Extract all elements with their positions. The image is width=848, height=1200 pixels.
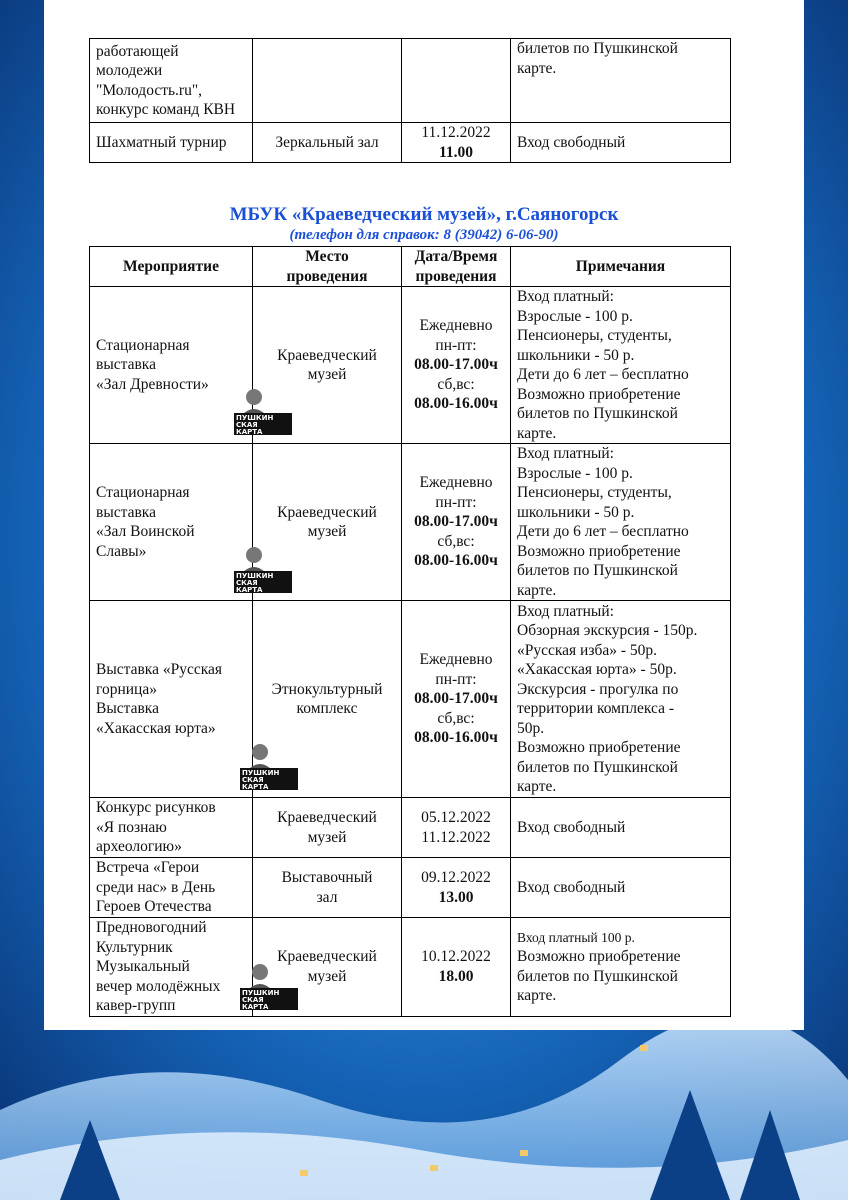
- event-cell: работающей молодежи "Молодость.ru", конкурс команд КВН: [90, 39, 253, 123]
- table-row: [90, 601, 731, 798]
- event-cell: Шахматный турнир: [90, 123, 253, 163]
- event-cell: Предновогодний Культурник Музыкальный вечер молодёжных кавер-групп: [90, 918, 253, 1017]
- badge-line-2: СКАЯ: [236, 579, 258, 587]
- notes-cell: Вход платный: Взрослые - 100 р. Пенсионеры, студенты, школьники - 50 р. Дети до 6 лет – бесплатно Возможно приобретение билетов по Пушкинской карте.: [511, 444, 731, 601]
- badge-line-3: КАРТА: [242, 783, 269, 790]
- badge-line-3: КАРТА: [236, 586, 263, 593]
- notes-cell: Вход свободный: [511, 123, 731, 163]
- badge-line-1: ПУШКИН: [236, 572, 274, 580]
- date-cell: Ежедневно пн-пт: 08.00-17.00ч сб,вс: 08.00-16.00ч: [402, 287, 511, 444]
- pushkin-card-logo: [232, 385, 294, 435]
- event-cell: Встреча «Герои среди нас» в День Героев Отечества: [90, 858, 253, 918]
- badge-line-2: СКАЯ: [242, 996, 264, 1004]
- table-header-row: [90, 247, 731, 287]
- date-cell: 09.12.2022 13.00: [402, 858, 511, 918]
- badge-line-1: ПУШКИН: [242, 769, 280, 777]
- table-row: [90, 39, 731, 123]
- place-cell: Краеведческий музей: [253, 444, 402, 601]
- notes-cell: Вход свободный: [511, 858, 731, 918]
- event-cell: Стационарная выставка «Зал Древности»: [90, 287, 253, 444]
- badge-line-1: ПУШКИН: [236, 414, 274, 422]
- header-notes: Примечания: [511, 247, 731, 287]
- table-row: [90, 858, 731, 918]
- place-cell: Этнокультурный комплекс: [253, 601, 402, 798]
- header-place: Место проведения: [253, 247, 402, 287]
- date-cell: [402, 39, 511, 123]
- notes-cell: Вход свободный: [511, 798, 731, 858]
- museum-title: МБУК «Краеведческий музей», г.Саяногорск: [229, 204, 619, 225]
- notes-cell: Вход платный: Обзорная экскурсия - 150р. «Русская изба» - 50р. «Хакасская юрта» - 50р. Экскурсия - прогулка по территории комплекса - 50р. Возможно приобретение билетов по Пушкинской карте.: [511, 601, 731, 798]
- date-cell: Ежедневно пн-пт: 08.00-17.00ч сб,вс: 08.00-16.00ч: [402, 444, 511, 601]
- place-cell: Краеведческий музей: [253, 798, 402, 858]
- pushkin-card-logo: [238, 740, 300, 790]
- pushkin-card-logo: [232, 543, 294, 593]
- pushkin-card-logo: [238, 960, 300, 1010]
- header-date: Дата/Время проведения: [402, 247, 511, 287]
- top-events-table: [89, 38, 731, 163]
- date-cell: 11.12.2022 11.00: [402, 123, 511, 163]
- date-cell: 10.12.2022 18.00: [402, 918, 511, 1017]
- event-cell: Стационарная выставка «Зал Воинской Славы»: [90, 444, 253, 601]
- place-cell: Зеркальный зал: [253, 123, 402, 163]
- event-cell: Выставка «Русская горница» Выставка «Хакасская юрта»: [90, 601, 253, 798]
- table-row: [90, 123, 731, 163]
- museum-phone: (телефон для справок: 8 (39042) 6-06-90): [289, 227, 559, 243]
- place-cell: Краеведческий музей: [253, 918, 402, 1017]
- notes-cell: Вход платный: Взрослые - 100 р. Пенсионеры, студенты, школьники - 50 р. Дети до 6 лет – бесплатно Возможно приобретение билетов по Пушкинской карте.: [511, 287, 731, 444]
- badge-line-2: СКАЯ: [242, 776, 264, 784]
- table-row: [90, 287, 731, 444]
- place-cell: Краеведческий музей: [253, 287, 402, 444]
- event-cell: Конкурс рисунков «Я познаю археологию»: [90, 798, 253, 858]
- header-event: Мероприятие: [90, 247, 253, 287]
- notes-cell: Вход платный 100 р. Возможно приобретение билетов по Пушкинской карте.: [511, 918, 731, 1017]
- badge-line-3: КАРТА: [242, 1003, 269, 1010]
- badge-line-3: КАРТА: [236, 428, 263, 435]
- place-cell: [253, 39, 402, 123]
- table-row: [90, 444, 731, 601]
- table-row: [90, 918, 731, 1017]
- notes-cell: билетов по Пушкинской карте.: [511, 39, 731, 123]
- badge-line-2: СКАЯ: [236, 421, 258, 429]
- badge-line-1: ПУШКИН: [242, 989, 280, 997]
- date-cell: Ежедневно пн-пт: 08.00-17.00ч сб,вс: 08.00-16.00ч: [402, 601, 511, 798]
- date-cell: 05.12.2022 11.12.2022: [402, 798, 511, 858]
- place-cell: Выставочный зал: [253, 858, 402, 918]
- museum-events-table: [89, 246, 731, 1017]
- table-row: [90, 798, 731, 858]
